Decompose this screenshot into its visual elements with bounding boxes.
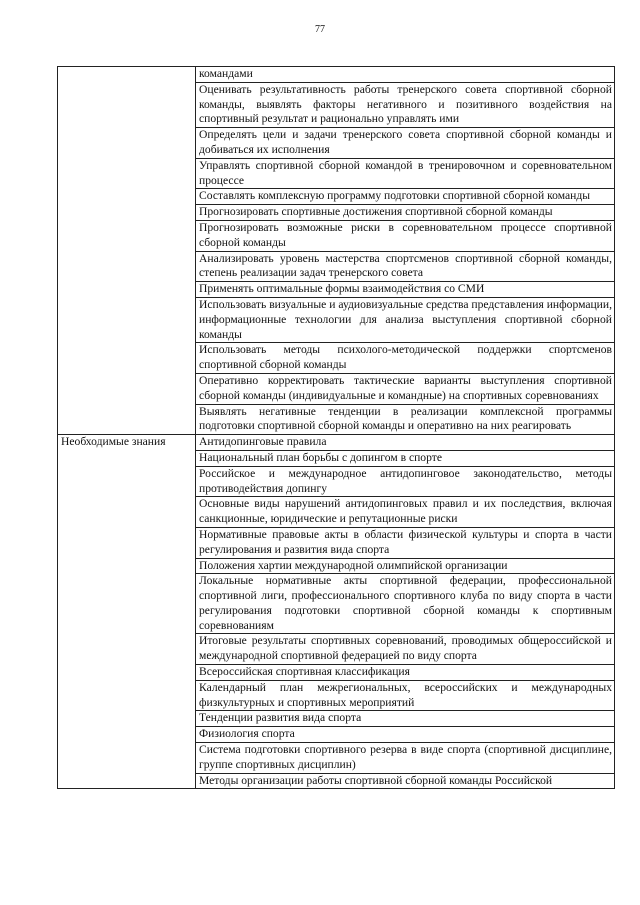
requirement-item: Прогнозировать возможные риски в соревновательном процессе спортивной сборной команды bbox=[196, 220, 615, 251]
section-label: Необходимые знания bbox=[58, 435, 196, 789]
requirement-item: Методы организации работы спортивной сборной команды Российской bbox=[196, 773, 615, 789]
requirement-item: Основные виды нарушений антидопинговых правил и их последствия, включая санкционные, юридические и репутационные риски bbox=[196, 497, 615, 528]
requirement-item: Локальные нормативные акты спортивной федерации, профессиональной спортивной лиги, профессионального спортивного клуба по виду спорта в части регулирования подготовки спортивной сборной команды к спортивным соревнованиям bbox=[196, 574, 615, 634]
requirement-item: Система подготовки спортивного резерва в виде спорта (спортивной дисциплине, группе спортивных дисциплин) bbox=[196, 743, 615, 774]
requirement-item: Российское и международное антидопинговое законодательство, методы противодействия допингу bbox=[196, 466, 615, 497]
requirement-item: Оценивать результативность работы тренерского совета спортивной сборной команды, выявлять факторы негативного и позитивного воздействия на спортивный результат и рационально управлять ими bbox=[196, 82, 615, 127]
section-label bbox=[58, 67, 196, 435]
page-number: 77 bbox=[315, 24, 325, 35]
requirement-item: Составлять комплексную программу подготовки спортивной сборной команды bbox=[196, 189, 615, 205]
requirement-item: Физиология спорта bbox=[196, 727, 615, 743]
requirement-item: Положения хартии международной олимпийской организации bbox=[196, 558, 615, 574]
requirement-item: Использовать методы психолого-методической поддержки спортсменов спортивной сборной команды bbox=[196, 343, 615, 374]
requirement-item: Календарный план межрегиональных, всероссийских и международных физкультурных и спортивных мероприятий bbox=[196, 680, 615, 711]
requirement-item: Антидопинговые правила bbox=[196, 435, 615, 451]
requirement-item: Итоговые результаты спортивных соревнований, проводимых общероссийской и международной спортивной федерацией по виду спорта bbox=[196, 634, 615, 665]
competency-table bbox=[57, 66, 615, 789]
requirement-item: Оперативно корректировать тактические варианты выступления спортивной сборной команды (индивидуальные и командные) на спортивных соревнованиях bbox=[196, 373, 615, 404]
requirement-item: Применять оптимальные формы взаимодействия со СМИ bbox=[196, 282, 615, 298]
requirement-item: Национальный план борьбы с допингом в спорте bbox=[196, 450, 615, 466]
requirement-item: Тенденции развития вида спорта bbox=[196, 711, 615, 727]
requirement-item: Использовать визуальные и аудиовизуальные средства представления информации, информационные технологии для анализа выступления спортивной сборной команды bbox=[196, 297, 615, 342]
requirement-item: Нормативные правовые акты в области физической культуры и спорта в части регулирования и развития вида спорта bbox=[196, 527, 615, 558]
requirement-item: Всероссийская спортивная классификация bbox=[196, 665, 615, 681]
requirement-item: Выявлять негативные тенденции в реализации комплексной программы подготовки спортивной сборной команды и оперативно на них реагировать bbox=[196, 404, 615, 435]
requirement-item: Определять цели и задачи тренерского совета спортивной сборной команды и добиваться их исполнения bbox=[196, 128, 615, 159]
requirement-item: Управлять спортивной сборной командой в тренировочном и соревновательном процессе bbox=[196, 158, 615, 189]
table-row bbox=[58, 435, 615, 451]
table-row bbox=[58, 67, 615, 83]
requirement-item: командами bbox=[196, 67, 615, 83]
requirement-item: Анализировать уровень мастерства спортсменов спортивной сборной команды, степень реализации задач тренерского совета bbox=[196, 251, 615, 282]
table-body bbox=[58, 67, 615, 789]
requirement-item: Прогнозировать спортивные достижения спортивной сборной команды bbox=[196, 205, 615, 221]
